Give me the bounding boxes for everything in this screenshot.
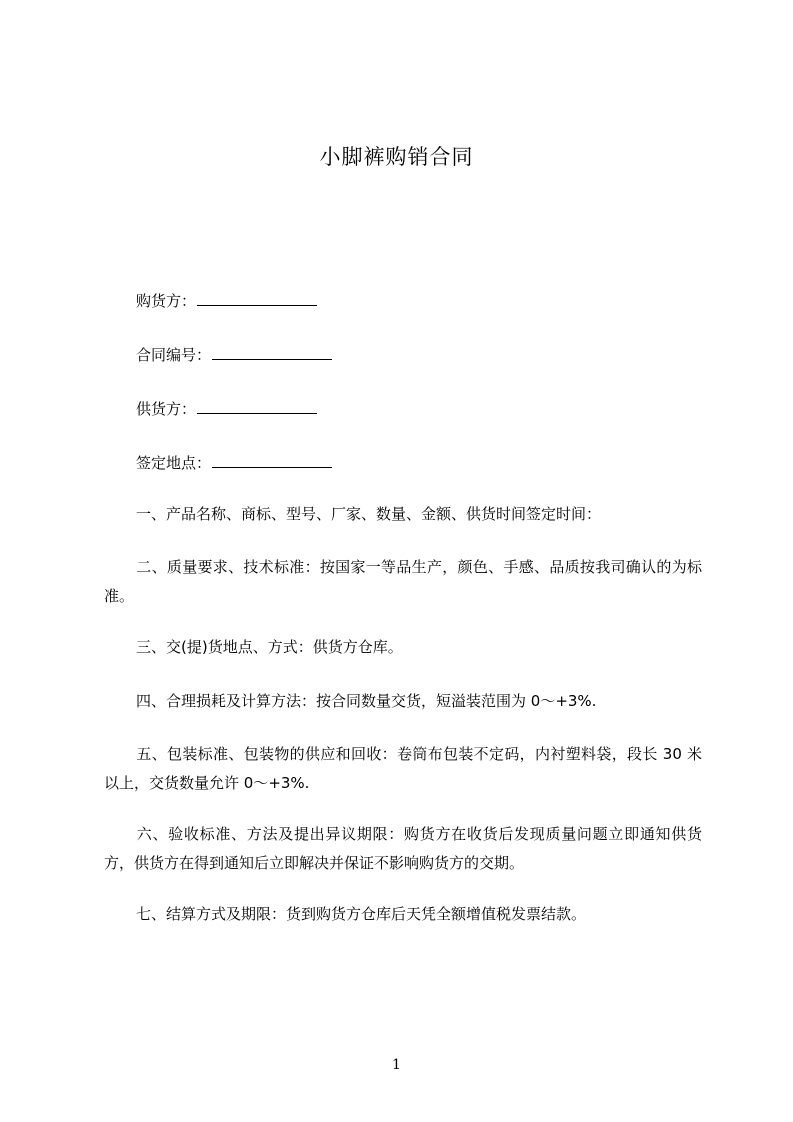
clause-1-text: 一、产品名称、商标、型号、厂家、数量、金额、供货时间签定时间： [136,505,602,523]
page-number: 1 [392,1057,401,1073]
signing-place-blank [212,453,332,468]
clause-5-text: 五、包装标准、包装物的供应和回收：卷筒布包装不定码，内衬塑料袋，段长 30 米以上，交货数量允许 0～+3%. [104,745,702,792]
clause-2-text: 二、质量要求、技术标准：按国家一等品生产，颜色、手感、品质按我司确认的为标准。 [104,558,702,605]
clause-7 [104,900,702,929]
clause-3-text: 三、交(提)货地点、方式：供货方仓库。 [136,638,403,656]
clause-1 [104,500,702,529]
document-title: 小脚裤购销合同 [319,145,474,169]
buyer-field [136,290,317,312]
supplier-blank [197,399,317,414]
signing-place-field [136,452,332,474]
clause-6 [104,820,702,878]
signing-place-label: 签定地点： [136,454,212,472]
clause-6-text: 六、验收标准、方法及提出异议期限：购货方在收货后发现质量问题立即通知供货方，供货方在得到通知后立即解决并保证不影响购货方的交期。 [104,825,702,872]
clause-7-text: 七、结算方式及期限：货到购货方仓库后天凭全额增值税发票结款。 [136,905,587,923]
clause-5 [104,740,702,798]
contract-number-field [136,344,332,366]
contract-number-blank [212,345,332,360]
clause-4-text: 四、合理损耗及计算方法：按合同数量交货，短溢装范围为 0～+3%. [136,692,597,710]
clause-2 [104,553,702,611]
buyer-blank [197,291,317,306]
clause-3 [104,633,702,662]
contract-number-label: 合同编号： [136,346,212,364]
supplier-label: 供货方： [136,400,197,418]
supplier-field [136,398,317,420]
buyer-label: 购货方： [136,292,197,310]
clause-4 [104,687,702,716]
